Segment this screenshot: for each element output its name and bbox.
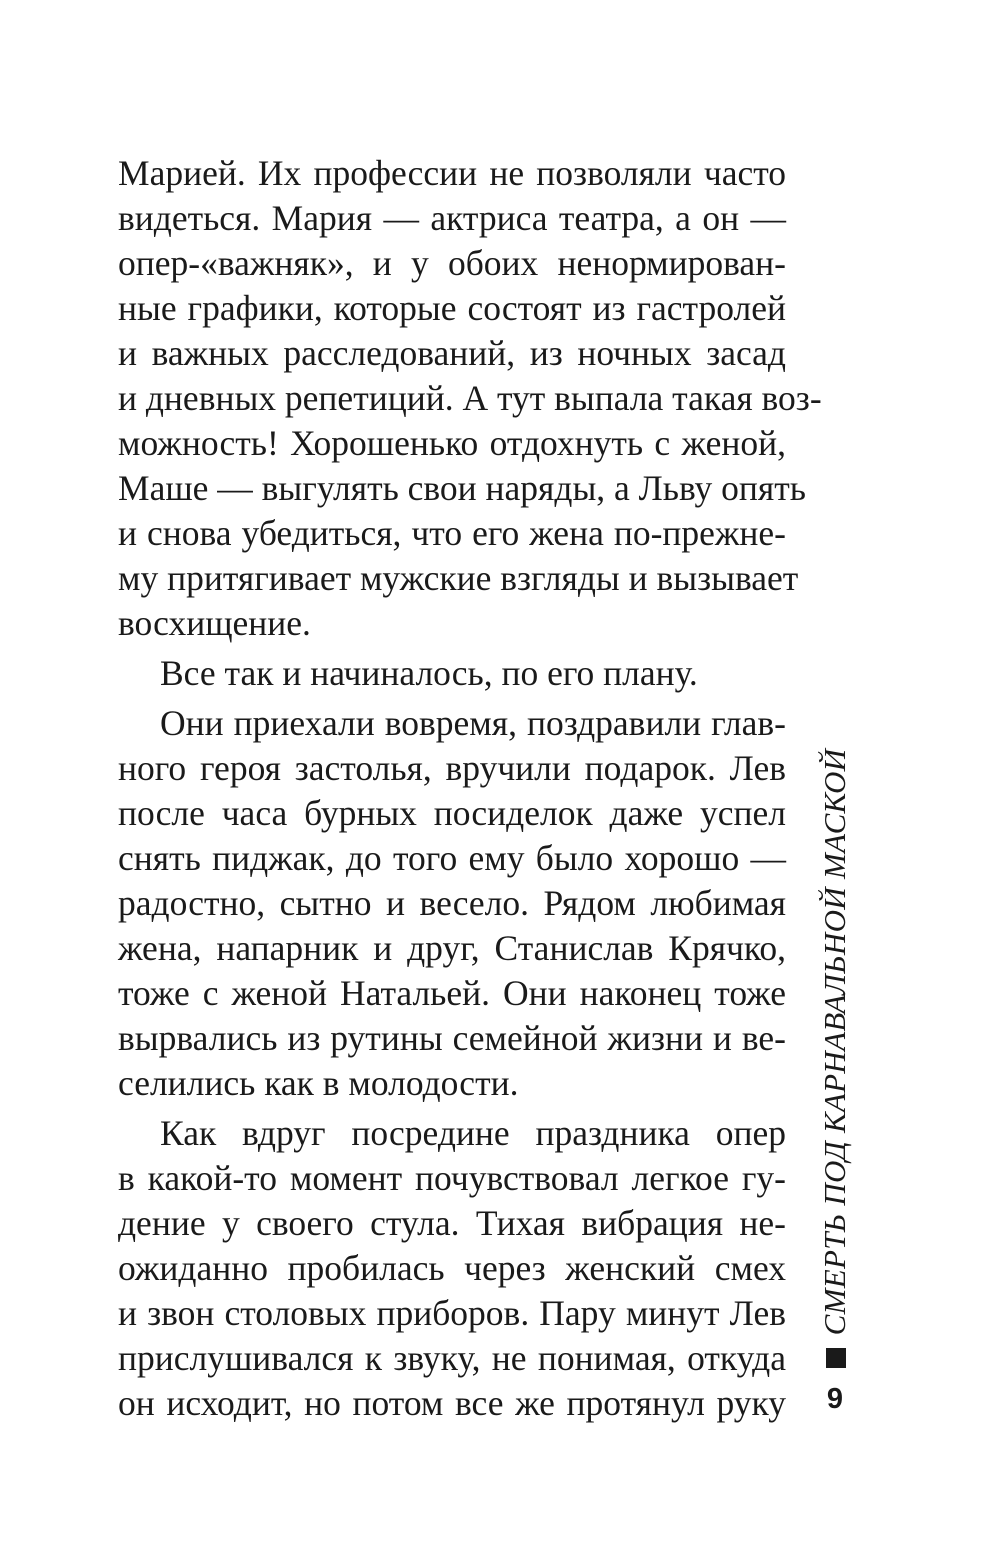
- text-line: ожиданно пробилась через женский смех: [118, 1248, 786, 1288]
- text-line: и важных расследований, из ночных засад: [118, 333, 786, 373]
- text-line: тоже с женой Натальей. Они наконец тоже: [118, 973, 786, 1013]
- text-line: видеться. Мария — актриса театра, а он —: [118, 198, 786, 238]
- text-line: опер-«важняк», и у обоих ненормирован-: [118, 243, 786, 283]
- text-line: жена, напарник и друг, Станислав Крячко,: [118, 928, 786, 968]
- text-line: му притягивает мужские взгляды и вызывает: [118, 558, 799, 598]
- text-line: Как вдруг посредине праздника опер: [160, 1113, 786, 1153]
- text-line: снять пиджак, до того ему было хорошо —: [118, 838, 786, 878]
- page-number: 9: [826, 1383, 844, 1415]
- text-line: после часа бурных посиделок даже успел: [118, 793, 786, 833]
- text-line: Марией. Их профессии не позволяли часто: [118, 153, 786, 193]
- text-line: Они приехали вовремя, поздравили глав-: [160, 703, 786, 743]
- text-line: вырвались из рутины семейной жизни и ве-: [118, 1018, 786, 1058]
- text-line: селились как в молодости.: [118, 1063, 519, 1103]
- text-line: и снова убедиться, что его жена по-прежне-: [118, 513, 786, 553]
- text-line: Все так и начиналось, по его плану.: [160, 653, 698, 693]
- text-line: и дневных репетиций. А тут выпала такая воз-: [118, 378, 822, 418]
- text-line: радостно, сытно и весело. Рядом любимая: [118, 883, 786, 923]
- text-line: в какой-то момент почувствовал легкое гу-: [118, 1158, 786, 1198]
- body-text: [118, 151, 822, 1426]
- text-line: прислушивался к звуку, не понимая, откуда: [118, 1338, 786, 1378]
- text-line: ные графики, которые состоят из гастролей: [118, 288, 786, 328]
- running-title: СМЕРТЬ ПОД КАРНАВАЛЬНОЙ МАСКОЙ: [817, 748, 852, 1336]
- text-line: дение у своего стула. Тихая вибрация не-: [118, 1203, 786, 1243]
- text-line: Маше — выгулять свои наряды, а Льву опять: [118, 468, 806, 508]
- text-line: ного героя застолья, вручили подарок. Лев: [118, 748, 786, 788]
- text-line: он исходит, но потом все же протянул руку: [118, 1383, 786, 1423]
- square-marker-icon: [826, 1348, 846, 1368]
- text-line: восхищение.: [118, 603, 311, 643]
- text-line: можность! Хорошенько отдохнуть с женой,: [118, 423, 786, 463]
- text-line: и звон столовых приборов. Пару минут Лев: [118, 1293, 786, 1333]
